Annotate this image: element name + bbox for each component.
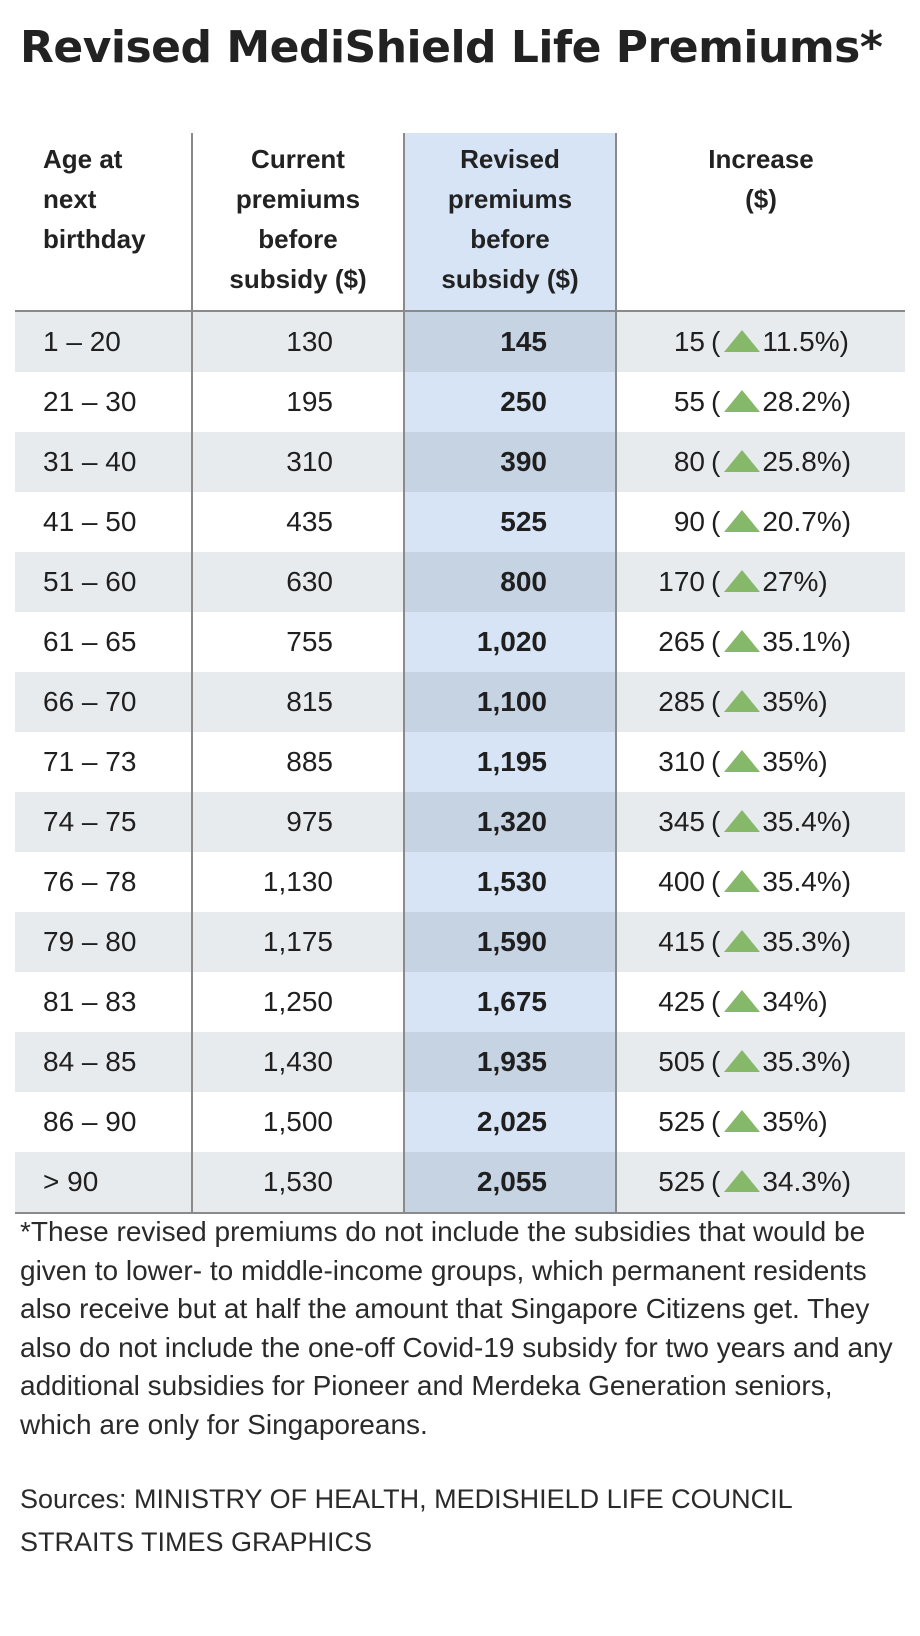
- table-row: [15, 1092, 905, 1152]
- credit-line: STRAITS TIMES GRAPHICS: [20, 1527, 373, 1557]
- table-row: [15, 732, 905, 792]
- increase-percent: ( 20.7%): [711, 506, 852, 537]
- table-row: [15, 372, 905, 432]
- current-premium-cell: 130: [191, 312, 403, 372]
- premiums-table: [15, 133, 905, 1214]
- increase-cell: [617, 972, 905, 1032]
- increase-cell: [617, 552, 905, 612]
- increase-percent-value: 35.3%): [762, 926, 852, 957]
- increase-amount: 415: [658, 926, 705, 957]
- header-revised-line: before: [470, 224, 550, 254]
- header-revised-line: Revised: [460, 144, 560, 174]
- triangle-up-icon: [724, 690, 760, 712]
- table-row: [15, 852, 905, 912]
- table-row: [15, 432, 905, 492]
- table-row: [15, 1152, 905, 1212]
- current-premium-cell: 310: [191, 432, 403, 492]
- triangle-up-icon: [724, 450, 760, 472]
- header-increase: [617, 133, 905, 310]
- triangle-up-icon: [724, 1110, 760, 1132]
- revised-premium-cell: 1,100: [403, 672, 617, 732]
- age-range-cell: 1 – 20: [43, 326, 121, 357]
- header-age-line: Age at: [43, 144, 123, 174]
- increase-cell: [617, 672, 905, 732]
- revised-premium-cell: 1,320: [403, 792, 617, 852]
- revised-premium-cell: 250: [403, 372, 617, 432]
- increase-percent: ( 34%): [711, 986, 828, 1017]
- increase-percent: ( 11.5%): [711, 326, 849, 357]
- increase-amount: 525: [658, 1166, 705, 1197]
- table-row: [15, 1032, 905, 1092]
- age-range-cell: 66 – 70: [43, 686, 137, 717]
- revised-premium-cell: 2,055: [403, 1152, 617, 1212]
- age-range-cell: 21 – 30: [43, 386, 137, 417]
- increase-percent: ( 35%): [711, 1106, 828, 1137]
- age-range-cell: 86 – 90: [43, 1106, 137, 1137]
- header-revised-line: subsidy ($): [441, 264, 579, 294]
- age-range-cell: 81 – 83: [43, 986, 137, 1017]
- current-premium-cell: 1,500: [191, 1092, 403, 1152]
- revised-premium-cell: 1,590: [403, 912, 617, 972]
- increase-percent: ( 35%): [711, 686, 828, 717]
- increase-cell: [617, 1152, 905, 1212]
- table-header: [15, 133, 905, 310]
- revised-premium-cell: 800: [403, 552, 617, 612]
- current-premium-cell: 435: [191, 492, 403, 552]
- increase-amount: 285: [658, 686, 705, 717]
- increase-percent-value: 11.5%): [762, 326, 849, 357]
- increase-percent: ( 35.4%): [711, 866, 852, 897]
- increase-percent-value: 35%): [762, 746, 828, 777]
- header-age: [15, 133, 191, 310]
- triangle-up-icon: [724, 750, 760, 772]
- increase-cell: [617, 372, 905, 432]
- header-current-line: Current: [251, 144, 345, 174]
- increase-percent-value: 28.2%): [762, 386, 852, 417]
- increase-percent-value: 25.8%): [762, 446, 852, 477]
- increase-cell: [617, 612, 905, 672]
- increase-amount: 80: [673, 446, 705, 477]
- increase-cell: [617, 432, 905, 492]
- triangle-up-icon: [724, 390, 760, 412]
- increase-percent-value: 35.4%): [762, 866, 852, 897]
- age-range-cell: 84 – 85: [43, 1046, 137, 1077]
- current-premium-cell: 1,250: [191, 972, 403, 1032]
- increase-amount: 310: [658, 746, 705, 777]
- header-current-line: premiums: [235, 184, 361, 214]
- triangle-up-icon: [724, 570, 760, 592]
- triangle-up-icon: [724, 510, 760, 532]
- increase-percent-value: 20.7%): [762, 506, 852, 537]
- increase-amount: 345: [658, 806, 705, 837]
- age-range-cell: 74 – 75: [43, 806, 137, 837]
- triangle-up-icon: [724, 1050, 760, 1072]
- revised-premium-cell: 1,195: [403, 732, 617, 792]
- increase-amount: 55: [673, 386, 705, 417]
- increase-amount: 505: [658, 1046, 705, 1077]
- increase-amount: 425: [658, 986, 705, 1017]
- current-premium-cell: 885: [191, 732, 403, 792]
- increase-percent-value: 27%): [762, 566, 828, 597]
- increase-percent: ( 35%): [711, 746, 828, 777]
- table-row: [15, 972, 905, 1032]
- increase-cell: [617, 1032, 905, 1092]
- age-range-cell: 61 – 65: [43, 626, 137, 657]
- current-premium-cell: 975: [191, 792, 403, 852]
- increase-amount: 400: [658, 866, 705, 897]
- increase-percent: ( 28.2%): [711, 386, 852, 417]
- header-increase-line: Increase: [708, 144, 814, 174]
- revised-premium-cell: 2,025: [403, 1092, 617, 1152]
- current-premium-cell: 1,430: [191, 1032, 403, 1092]
- header-current-line: subsidy ($): [229, 264, 367, 294]
- increase-percent-value: 35.3%): [762, 1046, 852, 1077]
- increase-percent-value: 35%): [762, 1106, 828, 1137]
- age-range-cell: 76 – 78: [43, 866, 137, 897]
- increase-percent-value: 35.1%): [762, 626, 852, 657]
- header-age-line: next: [43, 184, 97, 214]
- triangle-up-icon: [724, 930, 760, 952]
- header-age-line: birthday: [43, 224, 146, 254]
- current-premium-cell: 630: [191, 552, 403, 612]
- revised-premium-cell: 1,530: [403, 852, 617, 912]
- page-title: Revised MediShield Life Premiums*: [20, 22, 883, 73]
- increase-cell: [617, 852, 905, 912]
- current-premium-cell: 755: [191, 612, 403, 672]
- age-range-cell: 41 – 50: [43, 506, 137, 537]
- current-premium-cell: 815: [191, 672, 403, 732]
- increase-percent-value: 35.4%): [762, 806, 852, 837]
- increase-percent-value: 35%): [762, 686, 828, 717]
- increase-percent: ( 34.3%): [711, 1166, 852, 1197]
- increase-amount: 265: [658, 626, 705, 657]
- table-row: [15, 492, 905, 552]
- increase-cell: [617, 732, 905, 792]
- triangle-up-icon: [724, 810, 760, 832]
- header-current-line: before: [258, 224, 338, 254]
- increase-cell: [617, 912, 905, 972]
- age-range-cell: 71 – 73: [43, 746, 137, 777]
- current-premium-cell: 1,175: [191, 912, 403, 972]
- increase-cell: [617, 792, 905, 852]
- increase-percent: ( 25.8%): [711, 446, 852, 477]
- revised-premium-cell: 1,020: [403, 612, 617, 672]
- increase-percent: ( 35.1%): [711, 626, 852, 657]
- table-row: [15, 612, 905, 672]
- sources-line: Sources: MINISTRY OF HEALTH, MEDISHIELD LIFE COUNCIL: [20, 1484, 793, 1514]
- increase-amount: 170: [658, 566, 705, 597]
- revised-premium-cell: 390: [403, 432, 617, 492]
- increase-amount: 525: [658, 1106, 705, 1137]
- triangle-up-icon: [724, 870, 760, 892]
- increase-cell: [617, 1092, 905, 1152]
- table-row: [15, 312, 905, 372]
- triangle-up-icon: [724, 630, 760, 652]
- table-row: [15, 912, 905, 972]
- increase-percent: ( 35.3%): [711, 1046, 852, 1077]
- triangle-up-icon: [724, 990, 760, 1012]
- header-current: [191, 133, 403, 310]
- table-body: [15, 312, 905, 1212]
- sources: [20, 1478, 793, 1564]
- increase-cell: [617, 492, 905, 552]
- increase-percent-value: 34.3%): [762, 1166, 852, 1197]
- footnote: *These revised premiums do not include the subsidies that would be given to lower- to middle-income groups, which permanent residents also receive but at half the amount that Singapore Citizens get. They also do not include the one-off Covid-19 subsidy for two years and any additional subsidies for Pioneer and Merdeka Generation seniors, which are only for Singaporeans.: [20, 1216, 893, 1440]
- triangle-up-icon: [724, 330, 760, 352]
- increase-amount: 15: [673, 326, 705, 357]
- header-increase-line: ($): [745, 184, 777, 214]
- revised-premium-cell: 525: [403, 492, 617, 552]
- age-range-cell: 31 – 40: [43, 446, 137, 477]
- table-row: [15, 672, 905, 732]
- age-range-cell: 51 – 60: [43, 566, 137, 597]
- increase-percent: ( 27%): [711, 566, 828, 597]
- current-premium-cell: 195: [191, 372, 403, 432]
- current-premium-cell: 1,130: [191, 852, 403, 912]
- current-premium-cell: 1,530: [191, 1152, 403, 1212]
- increase-percent: ( 35.4%): [711, 806, 852, 837]
- header-revised: [403, 133, 617, 310]
- age-range-cell: > 90: [43, 1166, 99, 1197]
- table-row: [15, 552, 905, 612]
- header-revised-line: premiums: [447, 184, 573, 214]
- revised-premium-cell: 1,935: [403, 1032, 617, 1092]
- increase-cell: [617, 312, 905, 372]
- table-row: [15, 792, 905, 852]
- increase-amount: 90: [673, 506, 705, 537]
- revised-premium-cell: 145: [403, 312, 617, 372]
- revised-premium-cell: 1,675: [403, 972, 617, 1032]
- triangle-up-icon: [724, 1170, 760, 1192]
- age-range-cell: 79 – 80: [43, 926, 137, 957]
- increase-percent-value: 34%): [762, 986, 828, 1017]
- increase-percent: ( 35.3%): [711, 926, 852, 957]
